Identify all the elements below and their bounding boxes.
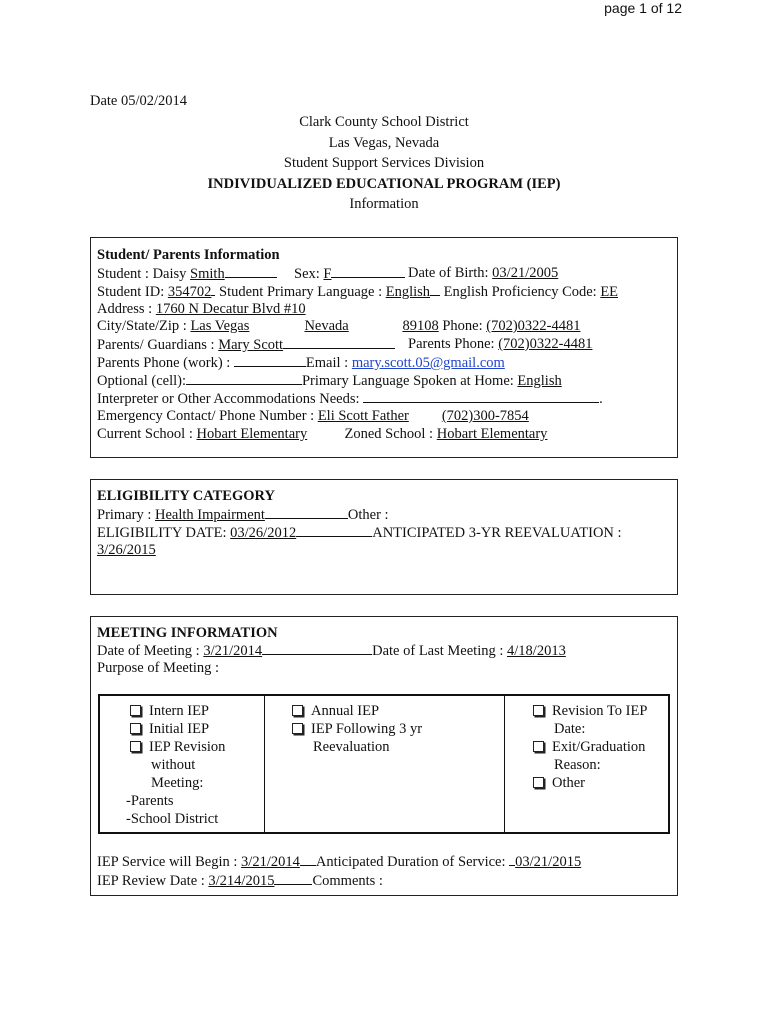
review-value: 3/214/2015	[208, 873, 275, 889]
duration-value: 03/21/2015	[515, 854, 582, 870]
option-label-continued: Reevaluation	[313, 739, 390, 755]
dob-label: Date of Birth:	[408, 265, 493, 281]
student-name-row	[97, 264, 277, 283]
option-label-continued: Reason:	[554, 757, 601, 773]
guardians-label: Parents/ Guardians :	[97, 337, 219, 353]
primary-lang-label: Student Primary Language :	[219, 284, 386, 300]
eligibility-date-row	[97, 523, 622, 542]
phone-label: Phone:	[442, 318, 487, 334]
meeting-date-row	[97, 641, 566, 660]
section-title: ELIGIBILITY CATEGORY	[97, 488, 275, 504]
district-name: Clark County School District	[299, 114, 469, 130]
purpose-column-2	[264, 696, 505, 832]
eligibility-date-value: 03/26/2012	[230, 525, 297, 541]
review-label: IEP Review Date :	[97, 873, 209, 889]
option-annual-iep[interactable]	[292, 702, 379, 720]
city-state-zip-row	[97, 317, 580, 335]
dob-value: 03/21/2005	[492, 265, 559, 281]
program-title: INDIVIDUALIZED EDUCATIONAL PROGRAM (IEP)	[207, 176, 561, 192]
option-label: Annual IEP	[311, 703, 380, 719]
address-value: 1760 N Decatur Blvd #10	[155, 301, 306, 317]
option-label: Intern IEP	[149, 703, 209, 719]
current-school-value: Hobart Elementary	[196, 426, 308, 442]
zoned-school-label: Zoned School :	[344, 426, 437, 442]
work-phone-blank	[234, 353, 306, 367]
sex-row	[294, 264, 405, 283]
option-exit-graduation[interactable]	[533, 738, 645, 756]
checkbox-icon[interactable]	[292, 723, 303, 734]
sex-value: F	[323, 266, 332, 282]
meeting-section	[90, 616, 678, 896]
interpreter-blank	[363, 389, 599, 403]
meeting-date-value: 3/21/2014	[203, 643, 263, 659]
purpose-column-3	[504, 696, 668, 832]
sub-option-school-district: -School District	[126, 811, 219, 827]
option-intern-iep[interactable]	[130, 702, 209, 720]
city-value: Las Vegas	[190, 318, 250, 334]
begin-label: IEP Service will Begin :	[97, 854, 242, 870]
blank-line	[300, 852, 316, 866]
guardians-row	[97, 335, 395, 354]
option-label-continued: without	[151, 757, 196, 773]
checkbox-icon[interactable]	[533, 777, 544, 788]
option-label: Exit/Graduation	[552, 739, 646, 755]
service-begin-row	[97, 852, 581, 871]
city-label: City/State/Zip :	[97, 318, 191, 334]
other-label: Other :	[347, 507, 389, 523]
student-parents-section	[90, 237, 678, 458]
review-date-row	[97, 871, 383, 890]
interpreter-row	[97, 389, 603, 408]
work-phone-label: Parents Phone (work) :	[97, 355, 234, 371]
emergency-row	[97, 407, 529, 425]
blank-line	[430, 282, 440, 296]
option-label-continued: Date:	[554, 721, 586, 737]
document-date: Date 05/02/2014	[90, 93, 188, 109]
zip-value: 89108	[402, 318, 439, 334]
meeting-date-label: Date of Meeting :	[97, 643, 204, 659]
primary-label: Primary :	[97, 507, 155, 523]
last-meeting-value: 4/18/2013	[507, 643, 566, 659]
id-label: Student ID:	[97, 284, 168, 300]
student-surname: Smith	[190, 266, 225, 282]
parents-phone-label: Parents Phone:	[408, 336, 499, 352]
optional-label: Optional (cell):	[97, 373, 186, 389]
option-label: IEP Following 3 yr	[311, 721, 423, 737]
sub-option-parents: -Parents	[126, 793, 174, 809]
interpreter-end: .	[599, 391, 603, 407]
section-title: Student/ Parents Information	[97, 247, 280, 263]
page-number: page 1 of 12	[604, 0, 682, 16]
parents-phone-value: (702)0322-4481	[498, 336, 593, 352]
blank-line	[211, 282, 215, 296]
emergency-label: Emergency Contact/ Phone Number :	[97, 408, 318, 424]
meeting-purpose-table	[98, 694, 670, 834]
checkbox-icon[interactable]	[130, 723, 141, 734]
reeval-value: 3/26/2015	[97, 542, 156, 558]
student-label: Student : Daisy	[97, 266, 191, 282]
checkbox-icon[interactable]	[292, 705, 303, 716]
eligibility-date-label: ELIGIBILITY DATE:	[97, 525, 231, 541]
guardians-value: Mary Scott	[218, 337, 284, 353]
checkbox-icon[interactable]	[130, 741, 141, 752]
purpose-label: Purpose of Meeting :	[97, 660, 220, 676]
last-meeting-label: Date of Last Meeting :	[372, 643, 508, 659]
dob-row	[408, 264, 558, 282]
option-label-continued: Meeting:	[151, 775, 204, 791]
optional-blank	[186, 371, 302, 385]
work-phone-row	[97, 353, 505, 372]
proficiency-value: EE	[600, 284, 619, 300]
checkbox-icon[interactable]	[533, 741, 544, 752]
emergency-phone: (702)300-7854	[441, 408, 529, 424]
program-subtitle: Information	[349, 196, 419, 212]
zoned-school-value: Hobart Elementary	[436, 426, 548, 442]
option-label: Other	[552, 775, 586, 791]
blank-line	[262, 641, 372, 655]
home-lang-label: Primary Language Spoken at Home:	[301, 373, 518, 389]
phone-value: (702)0322-4481	[486, 318, 581, 334]
primary-value: Health Impairment	[155, 507, 265, 523]
blank-line	[331, 264, 405, 278]
reeval-label: ANTICIPATED 3-YR REEVALUATION :	[372, 525, 622, 541]
home-lang-value: English	[517, 373, 562, 389]
school-row	[97, 425, 547, 443]
checkbox-icon[interactable]	[130, 705, 141, 716]
section-title: MEETING INFORMATION	[97, 625, 278, 641]
option-iep-revision[interactable]	[130, 738, 225, 756]
eligibility-primary-row	[97, 505, 389, 524]
address-row	[97, 300, 306, 318]
checkbox-icon[interactable]	[533, 705, 544, 716]
parents-phone-row	[408, 335, 592, 353]
purpose-column-1	[100, 696, 265, 832]
option-label: IEP Revision	[149, 739, 226, 755]
begin-value: 3/21/2014	[241, 854, 300, 870]
option-other[interactable]	[533, 774, 585, 792]
primary-lang-value: English	[385, 284, 431, 300]
blank-line	[296, 523, 372, 537]
emergency-name: Eli Scott Father	[317, 408, 409, 424]
sex-label: Sex:	[294, 266, 324, 282]
comments-label: Comments :	[312, 873, 383, 889]
optional-row	[97, 371, 562, 390]
blank-line	[225, 264, 277, 278]
blank-line	[283, 335, 395, 349]
email-link[interactable]: mary.scott.05@gmail.com	[351, 355, 505, 371]
option-iep-following-reevaluation[interactable]	[292, 720, 422, 738]
option-initial-iep[interactable]	[130, 720, 209, 738]
eligibility-section	[90, 479, 678, 595]
district-city: Las Vegas, Nevada	[328, 135, 440, 151]
current-school-label: Current School :	[97, 426, 197, 442]
student-id-row	[97, 282, 618, 301]
duration-label: Anticipated Duration of Service:	[315, 854, 510, 870]
address-label: Address :	[97, 301, 156, 317]
option-label: Revision To IEP	[552, 703, 648, 719]
email-label: Email :	[305, 355, 352, 371]
blank-line	[265, 505, 348, 519]
division-name: Student Support Services Division	[283, 155, 485, 171]
interpreter-label: Interpreter or Other Accommodations Needs:	[97, 391, 364, 407]
option-label: Initial IEP	[149, 721, 210, 737]
blank-line	[274, 871, 312, 885]
state-value: Nevada	[304, 318, 349, 334]
option-revision-to-iep[interactable]	[533, 702, 647, 720]
id-value: 354702	[167, 284, 212, 300]
proficiency-label: English Proficiency Code:	[443, 284, 601, 300]
